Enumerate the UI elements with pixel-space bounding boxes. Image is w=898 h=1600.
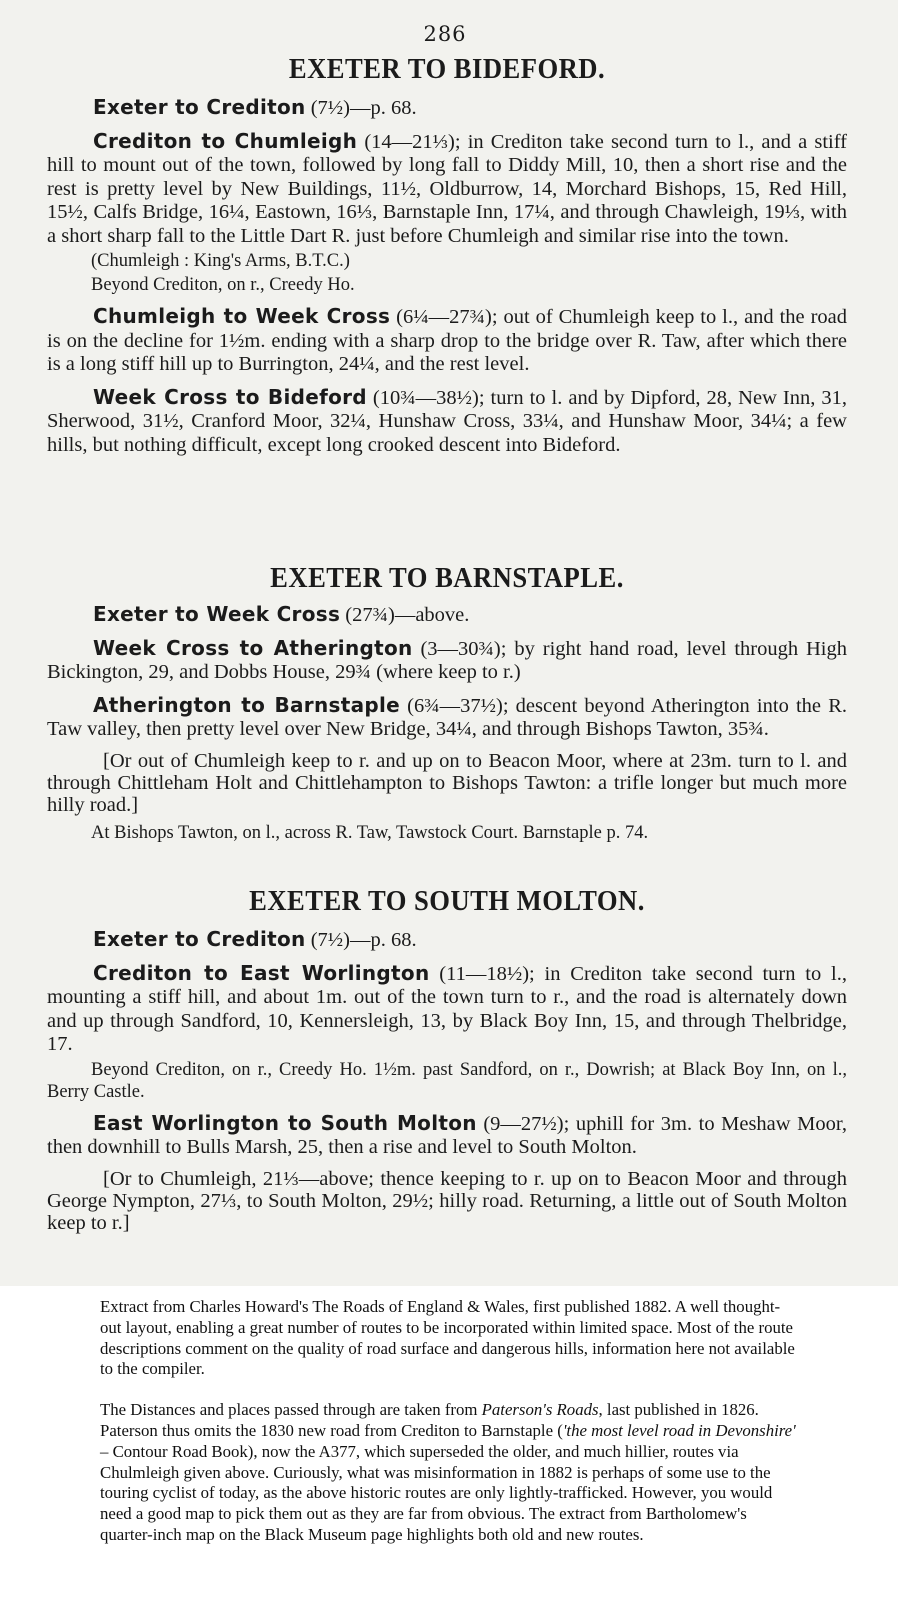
section-title: EXETER TO SOUTH MOLTON. <box>249 886 645 917</box>
section-title: EXETER TO BARNSTAPLE. <box>270 563 624 594</box>
route-entry: Atherington to Barnstaple (6¾—37½); descent beyond Atherington into the R. Taw valley, then pretty level over New Bridge, 34¼, and through Bishops Tawton, 35¾. <box>47 692 847 740</box>
section-title: EXETER TO BIDEFORD. <box>288 54 606 85</box>
page-number: 286 <box>423 22 467 46</box>
route-entry: East Worlington to South Molton (9—27½); uphill for 3m. to Meshaw Moor, then downhill to Bulls Marsh, 25, then a rise and level to South Molton. <box>47 1110 848 1158</box>
caption-paragraph-1: Extract from Charles Howard's The Roads of England & Wales, first published 1882. A well thought-out layout, enabling a great number of routes to be incorporated within limited space. Most of the route descriptions comment on the quality of road surface and dangerous hills, information here not available to the compiler. <box>100 1297 795 1379</box>
section-exeter-to-bideford <box>47 54 847 457</box>
route-entry: Exeter to Week Cross (27¾)—above. <box>93 602 470 626</box>
route-note: Beyond Crediton, on r., Creedy Ho. <box>91 275 355 295</box>
route-entry: Chumleigh to Week Cross (6¼—27¾); out of Chumleigh keep to l., and the road is on the decline for 1½m. ending with a sharp drop to the bridge over R. Taw, after which there is a long stiff hill up to Burrington, 24¼, and the rest level. <box>47 304 848 375</box>
route-entry: Exeter to Crediton (7½)—p. 68. <box>93 95 417 119</box>
route-entry: Exeter to Crediton (7½)—p. 68. <box>93 927 417 951</box>
alternative-route: [Or out of Chumleigh keep to r. and up on to Beacon Moor, where at 23m. turn to l. and through Chittleham Holt and Chittlehampton to Bishops Tawton: a trifle longer but much more hilly road.] <box>47 749 847 816</box>
alternative-route: [Or to Chumleigh, 21⅓—above; thence keeping to r. up on to Beacon Moor and through George Nympton, 27⅓, to South Molton, 29½; hilly road. Returning, a little out of South Molton keep to r.] <box>47 1167 847 1234</box>
route-entry: Crediton to East Worlington (11—18½); in Crediton take second turn to l., mounting a stiff hill, and about 1m. out of the town turn to r., and the road is alternately down and up through Sandford, 10, Kennersleigh, 13, by Black Boy Inn, 15, and through Thelbridge, 17. <box>47 960 847 1055</box>
route-note: (Chumleigh : King's Arms, B.T.C.) <box>91 251 350 271</box>
caption <box>100 1297 800 1546</box>
section-exeter-to-barnstaple <box>47 563 847 844</box>
route-entry: Crediton to Chumleigh (14—21⅓); in Crediton take second turn to l., and a stiff hill to mount out of the town, followed by long fall to Diddy Mill, 10, then a short rise and the rest is pretty level by New Buildings, 11½, Oldburrow, 14, Morchard Bishops, 15, Red Hill, 15½, Calfs Bridge, 16¼, Eastown, 16⅓, Barnstaple Inn, 17¼, and through Chawleigh, 19⅓, with a short sharp fall to the Little Dart R. just before Chumleigh and similar rise into the town. <box>47 128 847 247</box>
route-entry: Week Cross to Bideford (10¾—38½); turn to l. and by Dipford, 28, New Inn, 31, Sherwood, 31½, Cranford Moor, 32¼, Hunshaw Cross, 33¼, and Hunshaw Moor, 34¼; a few hills, but nothing difficult, except long crooked descent into Bideford. <box>47 384 847 456</box>
route-note: Beyond Crediton, on r., Creedy Ho. 1½m. past Sandford, on r., Dowrish; at Black Boy Inn, on l., Berry Castle. <box>47 1059 847 1102</box>
route-note: At Bishops Tawton, on l., across R. Taw, Tawstock Court. Barnstaple p. 74. <box>91 822 649 843</box>
caption-paragraph-2: The Distances and places passed through are taken from Paterson's Roads, last published in 1826. Paterson thus omits the 1830 new road from Crediton to Barnstaple ('the most level road in Devonshire' – Contour Road Book), now the A377, which superseded the older, and much hillier, routes via Chulmleigh given above. Curiously, what was misinformation in 1882 is perhaps of some use to the touring cyclist of today, as the above historic routes are only lightly-trafficked. However, you would need a good map to pick them out as they are far from obvious. The extract from Bartholomew's quarter-inch map on the Black Museum page highlights both old and new routes. <box>100 1400 796 1544</box>
section-exeter-to-south-molton <box>47 886 847 1234</box>
route-entry: Week Cross to Atherington (3—30¾); by right hand road, level through High Bickington, 29, and Dobbs House, 29¾ (where keep to r.) <box>47 635 848 683</box>
